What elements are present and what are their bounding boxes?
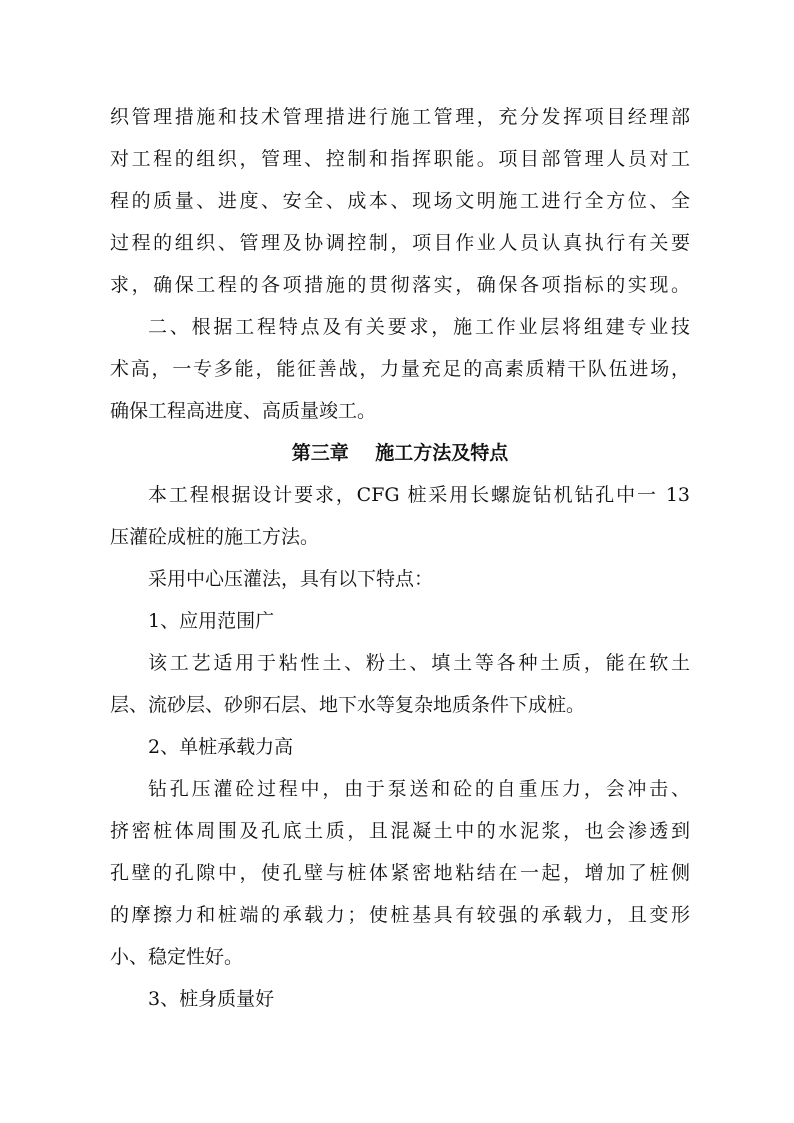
paragraph-line: 求，确保工程的各项措施的贯彻落实，确保各项指标的实现。 — [110, 274, 690, 296]
paragraph-line: 的摩擦力和桩端的承载力；使桩基具有较强的承载力，且变形 — [110, 904, 690, 926]
paragraph-line: 过程的组织、管理及协调控制，项目作业人员认真执行有关要 — [110, 232, 690, 254]
paragraph-line: 孔壁的孔隙中，使孔壁与桩体紧密地粘结在一起，增加了桩侧 — [110, 862, 690, 884]
section-item-heading: 1、应用范围广 — [148, 610, 275, 632]
paragraph-line: 术高，一专多能，能征善战，力量充足的高素质精干队伍进场， — [110, 358, 690, 380]
section-item-heading: 3、桩身质量好 — [148, 988, 275, 1010]
paragraph-line: 二、根据工程特点及有关要求，施工作业层将组建专业技 — [148, 316, 690, 338]
paragraph-line: 织管理措施和技术管理措进行施工管理，充分发挥项目经理部 — [110, 106, 690, 128]
paragraph-line: 确保工程高进度、高质量竣工。 — [110, 400, 377, 422]
paragraph-line: 层、流砂层、砂卵石层、地下水等复杂地质条件下成桩。 — [110, 694, 586, 716]
paragraph-line: 钻孔压灌砼过程中，由于泵送和砼的自重压力，会冲击、 — [148, 778, 690, 800]
paragraph-line: 程的质量、进度、安全、成本、现场文明施工进行全方位、全 — [110, 190, 690, 212]
chapter-heading: 第三章 施工方法及特点 — [291, 442, 509, 464]
paragraph-line: 对工程的组织，管理、控制和指挥职能。项目部管理人员对工 — [110, 148, 690, 170]
paragraph-line: 压灌砼成桩的施工方法。 — [110, 526, 320, 548]
paragraph-line: 采用中心压灌法，具有以下特点： — [148, 568, 434, 590]
paragraph-line: 小、稳定性好。 — [110, 946, 244, 968]
section-item-heading: 2、单桩承载力高 — [148, 736, 294, 758]
paragraph-line: 本工程根据设计要求，CFG 桩采用长螺旋钻机钻孔中一 13 — [148, 484, 690, 506]
paragraph-line: 挤密桩体周围及孔底土质，且混凝土中的水泥浆，也会渗透到 — [110, 820, 690, 842]
paragraph-line: 该工艺适用于粘性土、粉土、填土等各种土质，能在软土 — [148, 652, 690, 674]
